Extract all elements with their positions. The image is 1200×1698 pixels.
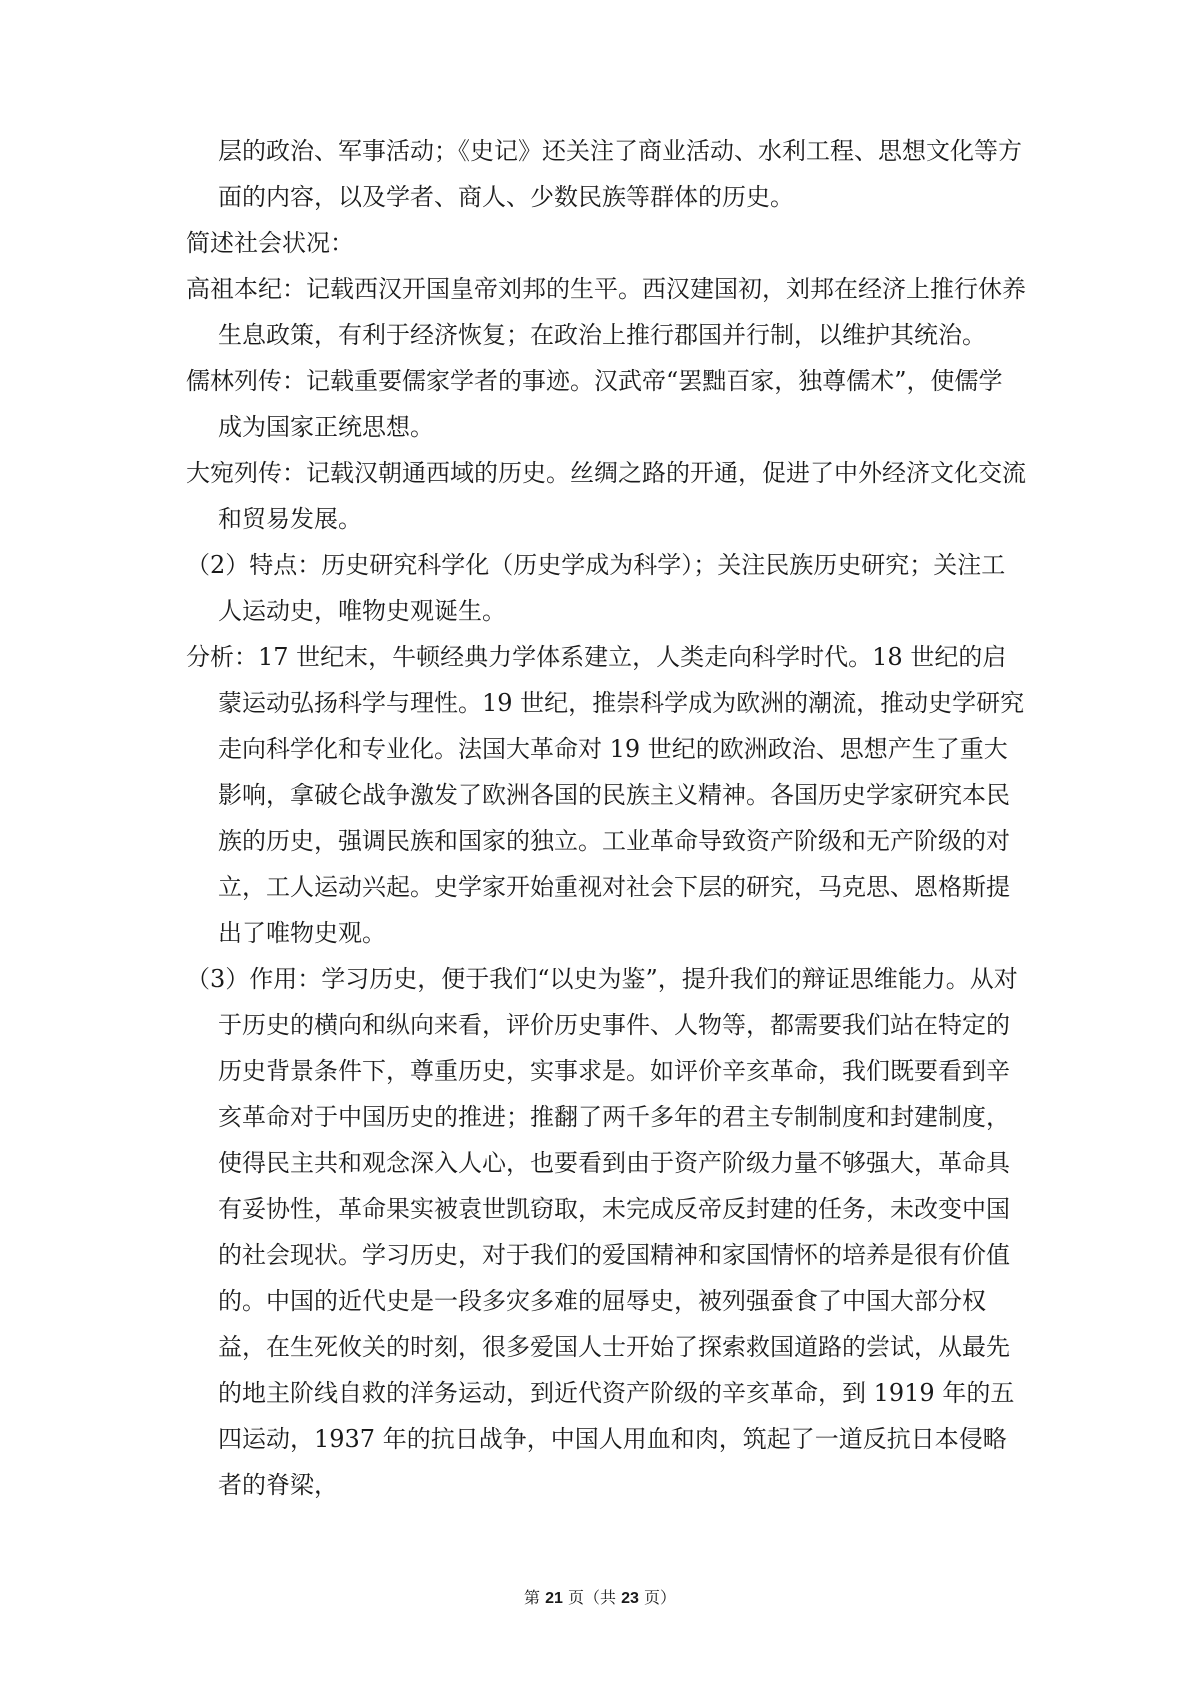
paragraph-dawan: 大宛列传：记载汉朝通西域的历史。丝绸之路的开通，促进了中外经济文化交流和贸易发展。 [186, 459, 1026, 533]
footer-prefix: 第 [523, 1588, 540, 1607]
page-body [186, 128, 1026, 1508]
footer-middle: 页（共 [567, 1588, 616, 1607]
page-footer [0, 1585, 1200, 1608]
paragraph-features: （2）特点：历史研究科学化（历史学成为科学）；关注民族历史研究；关注工人运动史，唯物史观诞生。 [186, 551, 1006, 625]
footer-total-pages: 23 [621, 1590, 639, 1607]
paragraph-rulin: 儒林列传：记载重要儒家学者的事迹。汉武帝“罢黜百家，独尊儒术”，使儒学成为国家正统思想。 [186, 367, 1003, 441]
paragraph-function: （3）作用：学习历史，便于我们“以史为鉴”，提升我们的辩证思维能力。从对于历史的横向和纵向来看，评价历史事件、人物等，都需要我们站在特定的历史背景条件下，尊重历史，实事求是。如评价辛亥革命，我们既要看到辛亥革命对于中国历史的推进；推翻了两千多年的君主专制制度和封建制度，使得民主共和观念深入人心，也要看到由于资产阶级力量不够强大，革命具有妥协性，革命果实被袁世凯窃取，未完成反帝反封建的任务，未改变中国的社会现状。学习历史，对于我们的爱国精神和家国情怀的培养是很有价值的。中国的近代史是一段多灾多难的屈辱史，被列强蚕食了中国大部分权益，在生死攸关的时刻，很多爱国人士开始了探索救国道路的尝试，从最先的地主阶线自救的洋务运动，到近代资产阶级的辛亥革命，到 1919 年的五四运动，1937 年的抗日战争，中国人用血和肉，筑起了一道反抗日本侵略者的脊梁， [186, 965, 1018, 1499]
footer-current-page: 21 [545, 1590, 563, 1607]
paragraph-analysis: 分析：17 世纪末，牛顿经典力学体系建立，人类走向科学时代。18 世纪的启蒙运动弘扬科学与理性。19 世纪，推崇科学成为欧洲的潮流，推动史学研究走向科学化和专业化。法国大革命对 19 世纪的欧洲政治、思想产生了重大影响，拿破仑战争激发了欧洲各国的民族主义精神。各国历史学家研究本民族的历史，强调民族和国家的独立。工业革命导致资产阶级和无产阶级的对立，工人运动兴起。史学家开始重视对社会下层的研究，马克思、恩格斯提出了唯物史观。 [186, 643, 1025, 947]
footer-suffix: 页） [643, 1588, 676, 1607]
paragraph-social-heading: 简述社会状况： [186, 229, 354, 257]
paragraph-gaozu: 高祖本纪：记载西汉开国皇帝刘邦的生平。西汉建国初，刘邦在经济上推行休养生息政策，有利于经济恢复；在政治上推行郡国并行制，以维护其统治。 [186, 275, 1026, 349]
paragraph-shiji-continuation: 层的政治、军事活动；《史记》还关注了商业活动、水利工程、思想文化等方面的内容，以及学者、商人、少数民族等群体的历史。 [218, 137, 1022, 211]
